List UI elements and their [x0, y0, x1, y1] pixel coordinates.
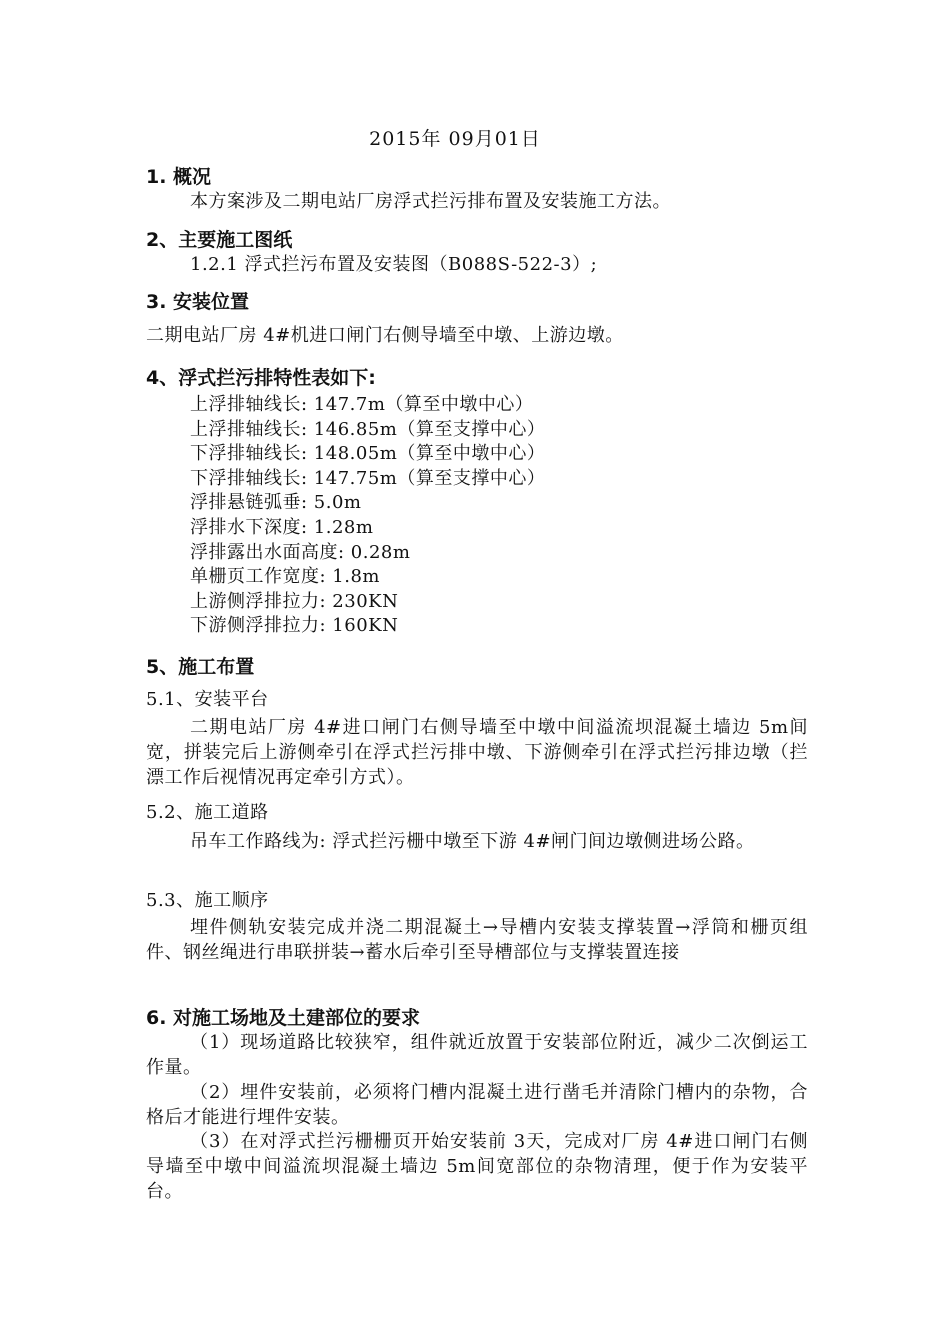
spec-item: 下浮排轴线长: 148.05m（算至中墩中心） [190, 443, 546, 465]
spec-item: 单栅页工作宽度: 1.8m [190, 566, 380, 588]
spec-list [190, 393, 545, 639]
section-2-text: 1.2.1 浮式拦污布置及安装图（B088S-522-3）; [190, 254, 598, 275]
spec-item: 下游侧浮排拉力: 160KN [190, 615, 399, 637]
paragraph-text: 吊车工作路线为: 浮式拦污栅中墩至下游 4#闸门间边墩侧进场公路。 [190, 831, 755, 852]
section-1-heading: 1. 概况 [146, 166, 212, 188]
spec-item: 浮排水下深度: 1.28m [190, 516, 374, 538]
paragraph-text: 二期电站厂房 4#进口闸门右侧导墙至中墩中间溢流坝混凝土墙边 5m间宽，拼装完后上游侧牵引在浮式拦污排中墩、下游侧牵引在浮式拦污排边墩（拦漂工作后视情况再定牵引方式）。 [146, 717, 808, 788]
section-6-paragraph-2 [146, 1080, 808, 1130]
paragraph-text: （1）现场道路比较狭窄，组件就近放置于安装部位附近，减少二次倒运工作量。 [146, 1032, 808, 1078]
spec-item: 浮排露出水面高度: 0.28m [190, 541, 411, 563]
subsection-5-2-title: 5.2、施工道路 [146, 802, 269, 823]
section-3-heading: 3. 安装位置 [146, 291, 250, 313]
section-4-heading: 4、浮式拦污排特性表如下: [146, 367, 376, 389]
spec-item: 浮排悬链弧垂: 5.0m [190, 492, 362, 514]
section-2-heading: 2、主要施工图纸 [146, 229, 293, 251]
subsection-5-2-text [146, 829, 808, 854]
spec-item: 上游侧浮排拉力: 230KN [190, 590, 399, 612]
document-date: 2015年 09月01日 [369, 128, 541, 150]
section-6-paragraph-3 [146, 1129, 808, 1204]
section-3-text: 二期电站厂房 4#机进口闸门右侧导墙至中墩、上游边墩。 [146, 325, 624, 346]
section-1-text: 本方案涉及二期电站厂房浮式拦污排布置及安装施工方法。 [190, 191, 671, 212]
section-6-heading: 6. 对施工场地及土建部位的要求 [146, 1007, 421, 1029]
spec-item: 上浮排轴线长: 147.7m（算至中墩中心） [190, 394, 534, 415]
section-6-paragraph-1 [146, 1030, 808, 1080]
subsection-5-3-text [146, 915, 808, 965]
paragraph-text: （3）在对浮式拦污栅栅页开始安装前 3天，完成对厂房 4#进口闸门右侧导墙至中墩中间溢流坝混凝土墙边 5m间宽部位的杂物清理，便于作为安装平台。 [146, 1131, 808, 1202]
spec-item: 下浮排轴线长: 147.75m（算至支撑中心） [190, 467, 546, 489]
subsection-5-1-text [146, 715, 808, 790]
section-5-heading: 5、施工布置 [146, 656, 255, 678]
subsection-5-3-title: 5.3、施工顺序 [146, 890, 269, 911]
paragraph-text: 埋件侧轨安装完成并浇二期混凝土→导槽内安装支撑装置→浮筒和栅页组件、钢丝绳进行串联拼装→蓄水后牵引至导槽部位与支撑装置连接 [146, 917, 808, 963]
subsection-5-1-title: 5.1、安装平台 [146, 689, 269, 710]
paragraph-text: （2）埋件安装前，必须将门槽内混凝土进行凿毛并清除门槽内的杂物，合格后才能进行埋件安装。 [146, 1082, 808, 1128]
spec-item: 上浮排轴线长: 146.85m（算至支撑中心） [190, 418, 546, 440]
